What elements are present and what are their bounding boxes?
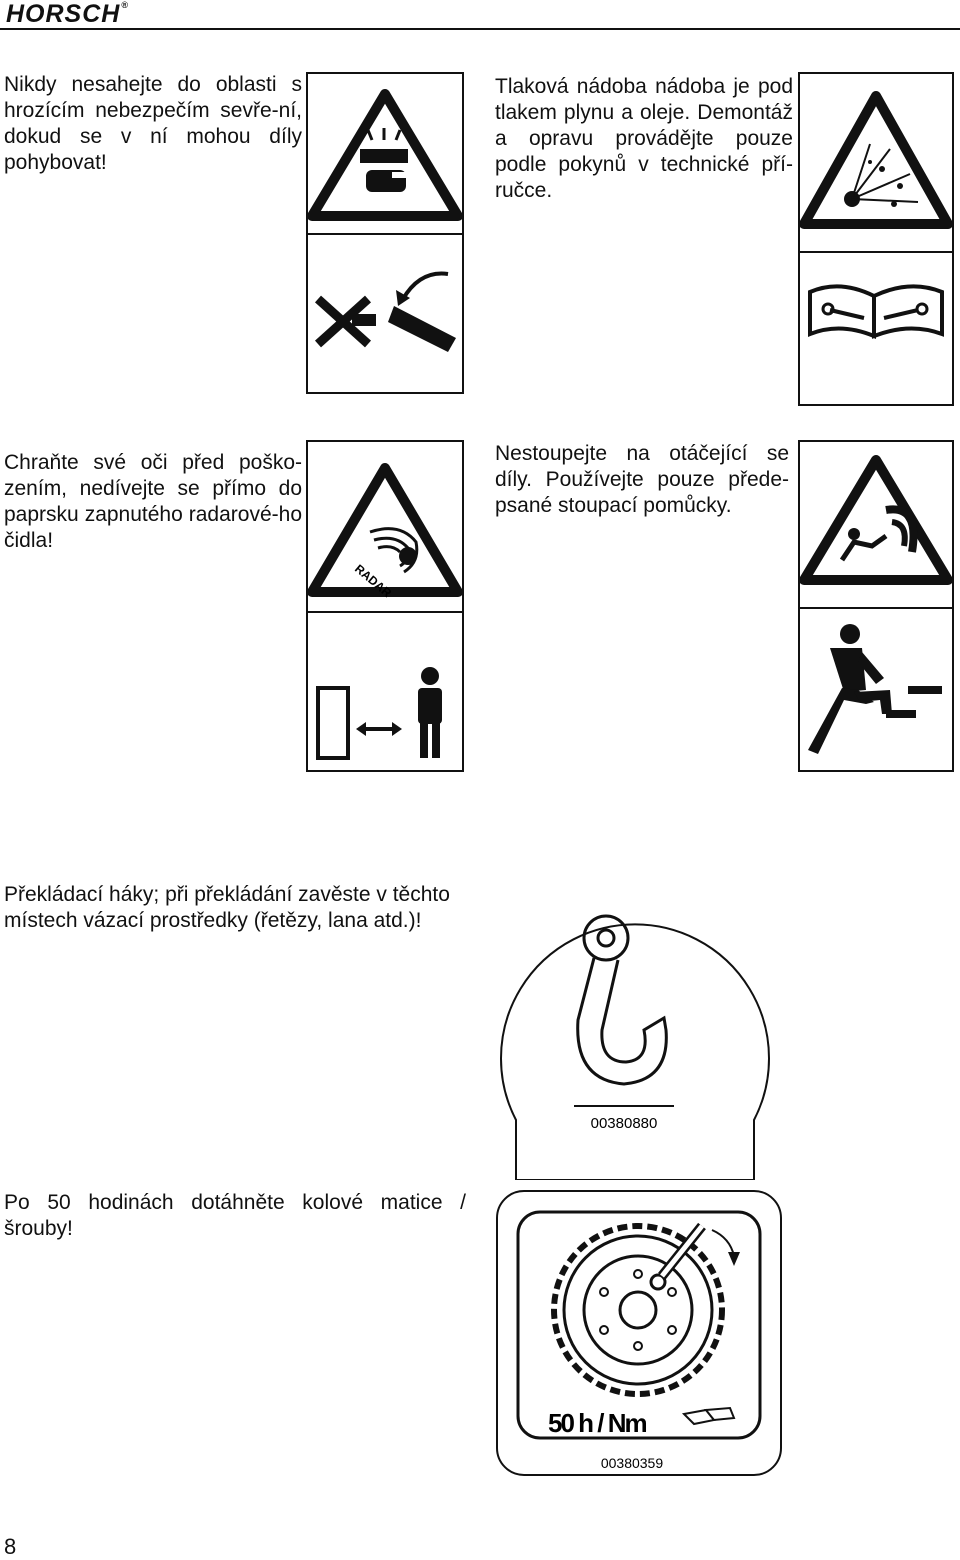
warning-text-4: Nestoupejte na otáčející se díly. Používejte pouze přede-psané stoupací pomůcky. xyxy=(495,442,789,517)
warning-text-2: Tlaková nádoba nádoba je pod tlakem plynu a oleje. Demontáž a opravu provádějte pouze podle pokynů v technické pří-ručce. xyxy=(495,75,793,202)
keep-distance-icon xyxy=(318,667,442,758)
safety-sticker-crush xyxy=(306,72,464,394)
safety-sticker-rotating xyxy=(798,440,954,772)
crush-hazard-hand-icon xyxy=(312,94,458,216)
header-rule xyxy=(0,28,960,30)
explosion-hazard-icon xyxy=(804,96,948,224)
warning-text-5: Překládací háky; při překládání zavěste v těchto místech vázací prostředky (řetězy, lana atd.)! xyxy=(4,883,450,932)
safety-sticker-wheel-torque xyxy=(496,1190,782,1476)
warning-text-6: Po 50 hodinách dotáhněte kolové matice / šrouby! xyxy=(4,1191,466,1240)
horsch-logo: HORSCH® xyxy=(6,0,129,28)
page-number: 8 xyxy=(4,1534,17,1559)
hook-sticker-code: 00380880 xyxy=(590,1115,658,1132)
safety-sticker-pressure xyxy=(798,72,954,406)
safety-sticker-hook xyxy=(494,880,776,1180)
radar-label: RADAR xyxy=(352,561,395,601)
torque-label: 50 h / Nm xyxy=(548,1408,646,1438)
warning-text-1: Nikdy nesahejte do oblasti s hrozícím nebezpečím sevře-ní, dokud se v ní mohou díly pohybovat! xyxy=(4,73,302,174)
rotating-parts-hazard-icon xyxy=(804,460,948,580)
wheel-torque-icon xyxy=(554,1226,740,1394)
wheel-sticker-code: 00380359 xyxy=(600,1455,664,1471)
safety-sticker-radar xyxy=(306,440,464,772)
warning-text-3: Chraňte své oči před poško-zením, nedívejte se přímo do paprsku zapnutého radarové-ho čidla! xyxy=(4,451,302,552)
manual-book-icon xyxy=(810,286,942,336)
hand-caught-in-parts-icon xyxy=(318,274,456,352)
radar-hazard-icon xyxy=(312,468,458,592)
manual-book-icon xyxy=(684,1408,734,1424)
use-steps-icon xyxy=(808,624,942,754)
